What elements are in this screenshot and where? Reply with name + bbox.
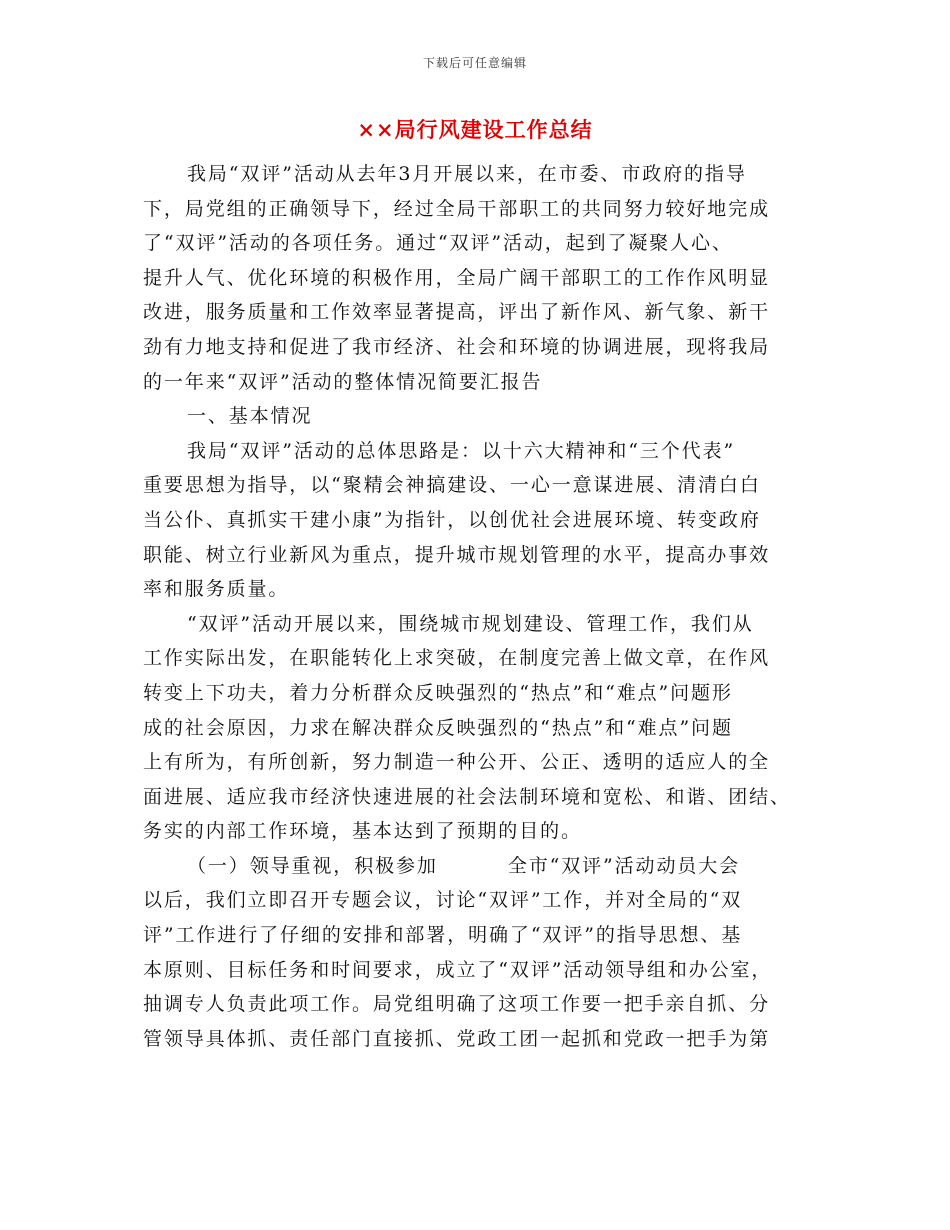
paragraph-line: 以后，我们立即召开专题会议，讨论“双评”工作，并对全局的“双	[143, 889, 743, 912]
paragraph-line: 重要思想为指导，以“聚精会神搞建设、一心一意谋进展、清清白白	[143, 474, 761, 497]
section-heading: 一、基本情况	[187, 405, 313, 428]
paragraph-line: 上有所为，有所创新，努力制造一种公开、公正、透明的适应人的全	[143, 751, 771, 774]
subsection-heading: （一）领导重视，积极参加	[187, 854, 438, 877]
header-note: 下载后可任意编辑	[422, 56, 527, 70]
subsection-line	[143, 849, 798, 884]
paragraph-line: 工作实际出发，在职能转化上求突破，在制度完善上做文章，在作风	[143, 647, 771, 670]
paragraph-line: 的一年来“双评”活动的整体情况简要汇报告	[143, 370, 543, 393]
paragraph-line: 劲有力地支持和促进了我市经济、社会和环境的协调进展，现将我局	[143, 335, 771, 358]
paragraph-line: 我局“双评”活动的总体思路是：以十六大精神和“三个代表”	[187, 439, 736, 462]
paragraph-line: 当公仆、真抓实干建小康”为指针，以创优社会进展环境、转变政府	[143, 508, 761, 531]
paragraph-line: 率和服务质量。	[143, 578, 290, 601]
subsection-lead-text: 全市“双评”活动动员大会	[507, 854, 741, 877]
paragraph-line: 职能、树立行业新风为重点，提升城市规划管理的水平，提高办事效	[143, 543, 771, 566]
paragraph-line: 下，局党组的正确领导下，经过全局干部职工的共同努力较好地完成	[143, 197, 771, 220]
paragraph-line: 本原则、目标任务和时间要求，成立了“双评”活动领导组和办公室，	[143, 958, 773, 981]
paragraph-line: 改进，服务质量和工作效率显著提高，评出了新作风、新气象、新干	[143, 301, 771, 324]
paragraph-line: 抽调专人负责此项工作。局党组明确了这项工作要一把手亲自抓、分	[143, 993, 771, 1016]
document-body	[143, 157, 798, 1056]
paragraph-line: 我局“双评”活动从去年3月开展以来，在市委、市政府的指导	[187, 163, 747, 185]
document-title: ××局行风建设工作总结	[357, 117, 593, 142]
paragraph-line: 成的社会原因，力求在解决群众反映强烈的“热点”和“难点”问题	[143, 716, 733, 739]
paragraph-line: 转变上下功夫，着力分析群众反映强烈的“热点”和“难点”问题形	[143, 681, 733, 704]
paragraph-line: 管领导具体抓、责任部门直接抓、党政工团一起抓和党政一把手为第	[143, 1027, 771, 1050]
paragraph-line: 面进展、适应我市经济快速进展的社会法制环境和宽松、和谐、团结、	[143, 785, 791, 808]
paragraph-line: 务实的内部工作环境，基本达到了预期的目的。	[143, 820, 582, 843]
paragraph-line: 了“双评”活动的各项任务。通过“双评”活动，起到了凝聚人心、	[143, 232, 733, 255]
paragraph-line: 评”工作进行了仔细的安排和部署，明确了“双评”的指导思想、基	[143, 924, 743, 947]
paragraph-line: “双评”活动开展以来，围绕城市规划建设、管理工作，我们从	[187, 612, 754, 635]
paragraph-line: 提升人气、优化环境的积极作用，全局广阔干部职工的工作作风明显	[143, 266, 771, 289]
